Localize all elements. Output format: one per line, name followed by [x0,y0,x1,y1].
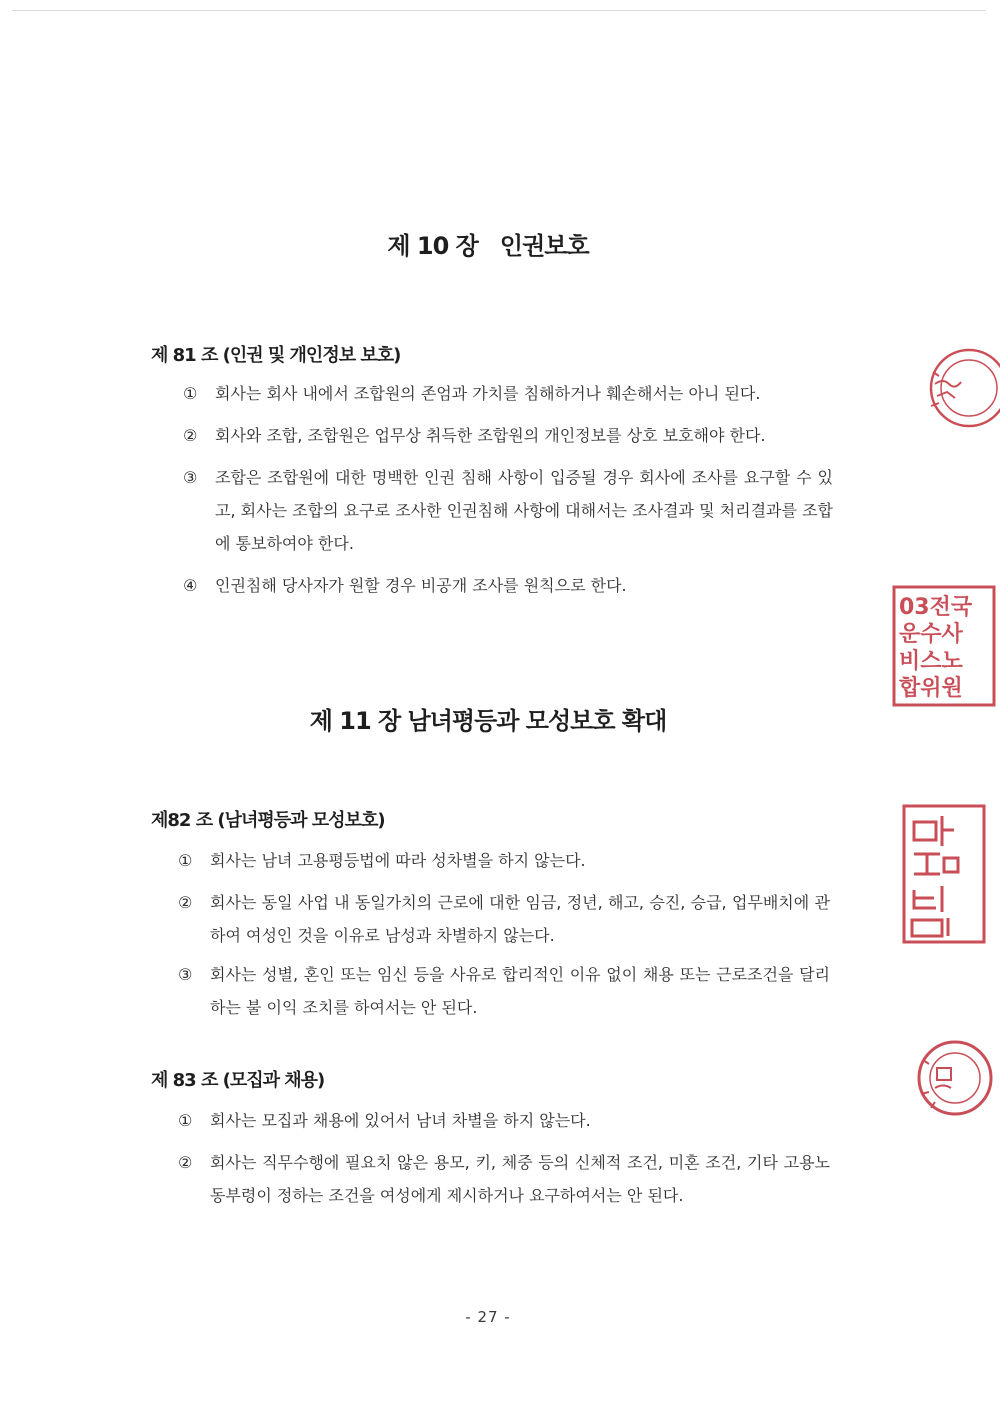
item-marker: ② [178,893,193,912]
square-seal-stamp [900,802,963,948]
article-83-item-1 [178,1104,830,1137]
item-text: 회사는 직무수행에 필요치 않은 용모, 키, 체중 등의 신체적 조건, 미혼 조건, 기타 고용노동부령이 정하는 조건을 여성에게 제시하거나 요구하여서는 안 된다. [210,1153,830,1205]
item-marker: ③ [178,965,193,984]
item-text: 회사와 조합, 조합원은 업무상 취득한 조합원의 개인정보를 상호 보호해야 한다. [215,426,766,445]
page-number: - 27 - [465,1308,511,1326]
article-82-title: 제82 조 (남녀평등과 모성보호) [151,810,385,831]
union-committee-seal-stamp [890,583,973,713]
article-81-title: 제 81 조 (인권 및 개인정보 보호) [151,345,401,366]
item-text: 회사는 회사 내에서 조합원의 존엄과 가치를 침해하거나 훼손해서는 아니 된다. [215,384,761,403]
seal-line-2: 운수사 [899,622,963,647]
article-81-item-1 [183,377,833,410]
seal-line-1: 03전국 [899,595,973,620]
item-marker: ② [183,426,198,445]
item-text: 회사는 모집과 채용에 있어서 남녀 차별을 하지 않는다. [210,1111,591,1130]
article-83-item-2 [178,1146,830,1212]
round-seal-stamp-bottom [911,1038,963,1118]
article-81-item-2 [183,419,833,452]
item-marker: ④ [183,576,198,595]
item-marker: ① [178,1111,193,1130]
article-81-item-4 [183,569,833,602]
scan-border-line [12,10,986,11]
item-marker: ① [183,384,198,403]
item-text: 회사는 동일 사업 내 동일가치의 근로에 대한 임금, 정년, 해고, 승진, 승급, 업무배치에 관하여 여성인 것을 이유로 남성과 차별하지 않는다. [210,893,830,945]
seal-line-3: 비스노 [899,649,963,674]
article-82-item-1 [178,844,830,877]
article-83-title: 제 83 조 (모집과 채용) [151,1070,325,1091]
item-text: 회사는 남녀 고용평등법에 따라 성차별을 하지 않는다. [210,851,586,870]
round-seal-stamp-top [925,344,963,432]
item-text: 조합은 조합원에 대한 명백한 인권 침해 사항이 입증될 경우 회사에 조사를 요구할 수 있고, 회사는 조합의 요구로 조사한 인권침해 사항에 대해서는 조사결과 및 처리결과를 조합에 통보하여야 한다. [215,468,833,553]
item-marker: ① [178,851,193,870]
item-marker: ③ [183,468,198,487]
article-81-item-3 [183,461,833,560]
article-82-item-3 [178,958,830,1024]
item-text: 인권침해 당사자가 원할 경우 비공개 조사를 원칙으로 한다. [215,576,627,595]
chapter-11-title: 제 11 장 남녀평등과 모성보호 확대 [309,707,667,735]
item-text: 회사는 성별, 혼인 또는 임신 등을 사유로 합리적인 이유 없이 채용 또는 근로조건을 달리하는 불 이익 조치를 하여서는 안 된다. [210,965,830,1017]
chapter-10-title: 제 10 장 인권보호 [387,232,589,260]
article-82-item-2 [178,886,830,952]
seal-line-4: 합위원 [899,676,963,701]
item-marker: ② [178,1153,193,1172]
